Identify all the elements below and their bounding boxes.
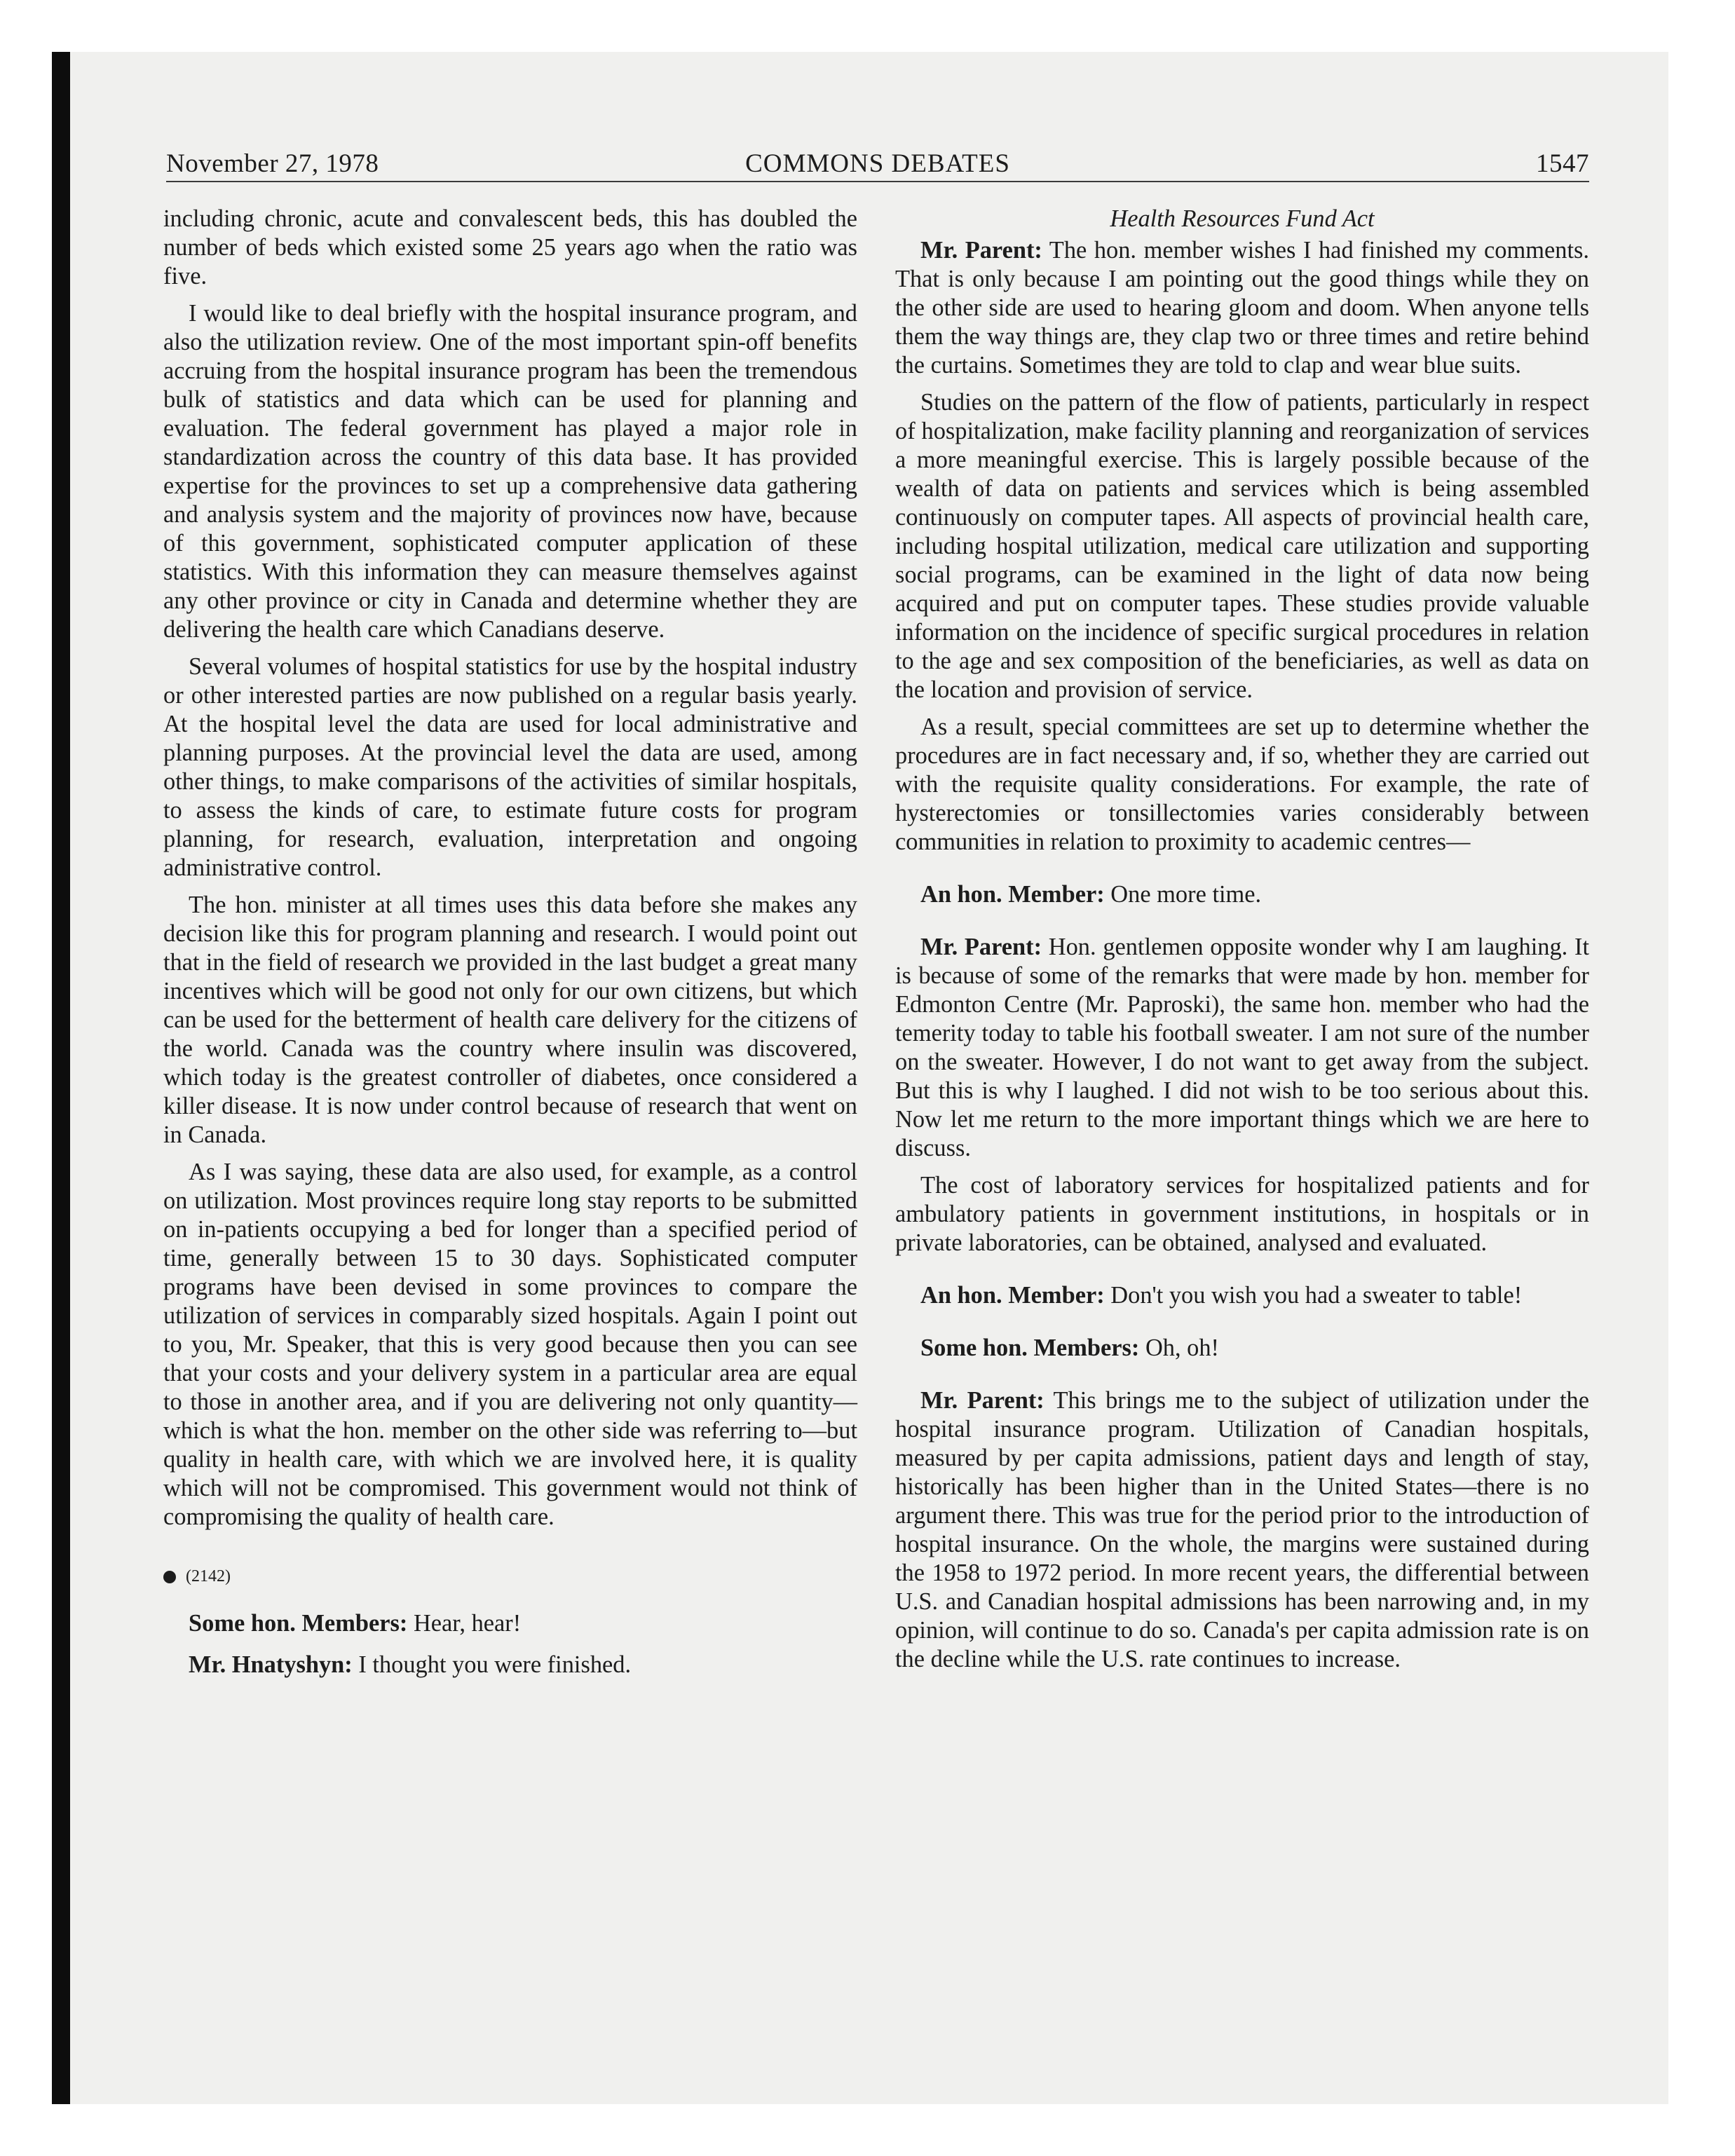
speech-text: Oh, oh! xyxy=(1139,1335,1220,1361)
speech xyxy=(163,1609,857,1638)
page-number: 1547 xyxy=(1536,149,1589,178)
speech xyxy=(895,1281,1589,1310)
bullet-icon xyxy=(163,1571,176,1583)
speaker-name: Mr. Parent: xyxy=(920,1387,1045,1414)
time-marker xyxy=(163,1562,857,1591)
left-column xyxy=(163,205,857,1688)
speaker-name: Mr. Parent: xyxy=(920,934,1042,960)
speech-text: Hear, hear! xyxy=(407,1610,522,1637)
speech-text: Hon. gentlemen opposite wonder why I am laughing. It is because of some of the remarks that were made by hon. member for Edmonton Centre (Mr. Paproski), the same hon. member who had the temerity today to table his football sweater. I am not sure of the number on the sweater. However, I do not want to get away from the subject. But this is why I laughed. I did not wish to be too serious about this. Now let me return to the more important things which we are here to discuss. xyxy=(895,934,1589,1161)
paragraph: Several volumes of hospital statistics for use by the hospital industry or other interested parties are now published on a regular basis yearly. At the hospital level the data are used for local administrative and planning purposes. At the provincial level the data are used, among other things, to make comparisons of the activities of similar hospitals, to assess the kinds of care, to estimate future costs for program planning, for research, evaluation, interpretation and ongoing administrative control. xyxy=(163,653,857,881)
speech-text: The hon. member wishes I had finished my comments. That is only because I am pointing out the good things while they on the other side are used to hearing gloom and doom. When anyone tells them the way things are, they clap two or three times and retire behind the curtains. Sometimes they are told to clap and wear blue suits. xyxy=(895,237,1589,378)
paragraph: As I was saying, these data are also used, for example, as a control on utilization. Most provinces require long stay reports to be submitted on in-patients occupying a bed for longer than a specified period of time, generally between 15 to 30 days. Sophisticated computer programs have been devised in some provinces to compare the utilization of services in comparably sized hospitals. Again I point out to you, Mr. Speaker, that this is very good because then you can see that your costs and your delivery system in a particular area are equal to those in another area, and if you are delivering not only quantity—which is what the hon. member on the other side was referring to—but quality in health care, with which we are involved here, it is quality which will not be compromised. This government would not think of compromising the quality of health care. xyxy=(163,1159,857,1530)
speaker-name: An hon. Member: xyxy=(920,881,1105,908)
paragraph: As a result, special committees are set up to determine whether the procedures are in fact necessary and, if so, whether they are carried out with the requisite quality considerations. For example, the rate of hysterectomies or tonsillectomies varies considerably between communities in relation to proximity to academic centres— xyxy=(895,714,1589,855)
speech-text: Don't you wish you had a sweater to table! xyxy=(1104,1282,1523,1309)
speaker-name: Mr. Parent: xyxy=(920,237,1042,264)
binding-edge xyxy=(52,52,70,2104)
right-column xyxy=(895,205,1589,1682)
speaker-name: Mr. Hnatyshyn: xyxy=(189,1651,353,1678)
speech xyxy=(163,1651,857,1679)
paragraph: including chronic, acute and convalescent beds, this has doubled the number of beds which existed some 25 years ago when the ratio was five. xyxy=(163,205,857,289)
speech xyxy=(895,1334,1589,1363)
header-date: November 27, 1978 xyxy=(166,149,379,178)
speech xyxy=(895,880,1589,909)
speaker-name: Some hon. Members: xyxy=(189,1610,408,1637)
speaker-name: Some hon. Members: xyxy=(920,1335,1140,1361)
speech xyxy=(895,1386,1589,1674)
speech xyxy=(895,236,1589,380)
speech-text: One more time. xyxy=(1104,881,1262,908)
paragraph: The cost of laboratory services for hospitalized patients and for ambulatory patients in government institutions, in hospitals or in private laboratories, can be obtained, analysed and evaluated. xyxy=(895,1172,1589,1256)
speaker-name: An hon. Member: xyxy=(920,1282,1105,1309)
speech-text: This brings me to the subject of utilization under the hospital insurance program. Utilization of Canadian hospitals, measured by per capita admissions, patient days and length of stay, historically has been higher than in the United States—there is no argument there. This was true for the period prior to the introduction of hospital insurance. On the whole, the margins were sustained during the 1958 to 1972 period. In more recent years, the differential between U.S. and Canadian hospital admissions has been narrowing and, in my opinion, will continue to do so. Canada's per capita admission rate is on the decline while the U.S. rate continues to increase. xyxy=(895,1387,1590,1672)
running-head: Health Resources Fund Act xyxy=(1110,205,1375,232)
speech-text: I thought you were finished. xyxy=(352,1651,632,1678)
paragraph: I would like to deal briefly with the hospital insurance program, and also the utilization review. One of the most important spin-off benefits accruing from the hospital insurance program has been the tremendous bulk of statistics and data which can be used for planning and evaluation. The federal government has played a major role in standardization across the country of this data base. It has provided expertise for the provinces to set up a comprehensive data gathering and analysis system and the majority of provinces now have, because of this government, sophisticated computer application of these statistics. With this information they can measure themselves against any other province or city in Canada and determine whether they are delivering the health care which Canadians deserve. xyxy=(163,300,857,643)
paragraph: The hon. minister at all times uses this data before she makes any decision like this for program planning and research. I would point out that in the field of research we provided in the last budget a great many incentives which will be good not only for our own citizens, but which can be used for the betterment of health care delivery for the citizens of the world. Canada was the country where insulin was discovered, which today is the greatest controller of diabetes, once considered a killer disease. It is now under control because of research that went on in Canada. xyxy=(163,892,857,1148)
header-title: COMMONS DEBATES xyxy=(745,149,1010,178)
paragraph: Studies on the pattern of the flow of patients, particularly in respect of hospitalization, make facility planning and reorganization of services a more meaningful exercise. This is largely possible because of the wealth of data on patients and services which is being assembled continuously on computer tapes. All aspects of provincial health care, including hospital utilization, medical care utilization and supporting social programs, can be examined in the light of data now being acquired and put on computer tapes. These studies provide valuable information on the incidence of specific surgical procedures in relation to the age and sex composition of the beneficiaries, as well as data on the location and provision of service. xyxy=(895,389,1589,703)
time-marker-text: (2142) xyxy=(186,1567,231,1585)
speech xyxy=(895,933,1589,1163)
header-rule xyxy=(166,181,1589,182)
page-header xyxy=(166,149,1589,184)
